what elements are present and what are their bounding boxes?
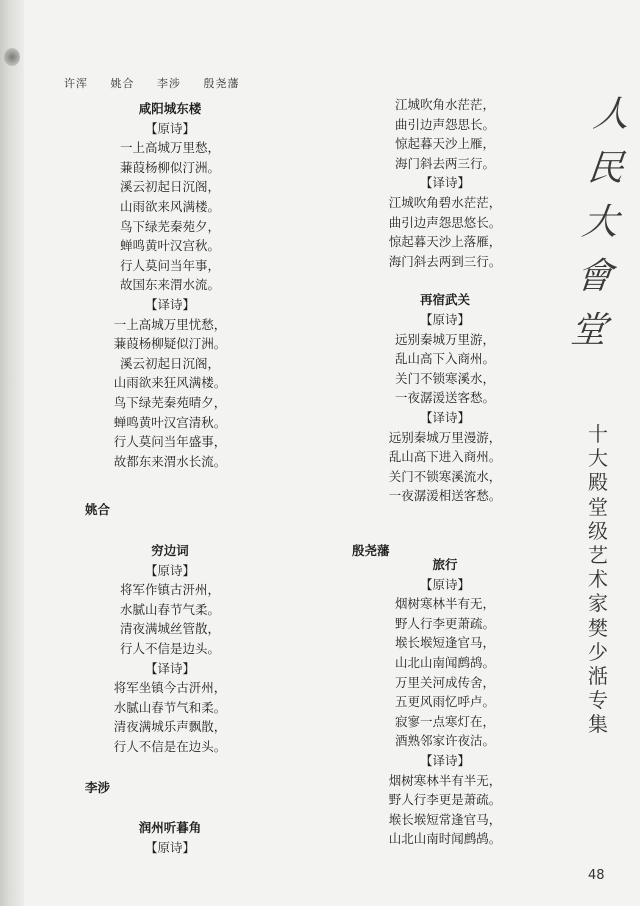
poem-line: 惊起暮天沙上雁， (394, 136, 495, 152)
poem-line: 将军坐镇今古汧州， (113, 680, 227, 696)
poem-line: 溪云初起日沉阁， (119, 179, 220, 195)
section-label: 【原诗】 (144, 120, 195, 136)
section-label: 【译诗】 (419, 175, 470, 191)
poem-line: 蒹葭杨柳似汀洲。 (119, 159, 220, 175)
subtitle-char: 殿 (588, 470, 608, 495)
poem-line: 关门不锁寒溪水， (394, 370, 495, 386)
section-label: 【原诗】 (144, 562, 195, 578)
subtitle-char: 大 (588, 446, 608, 471)
subtitle-char: 艺 (588, 543, 608, 568)
author-name: 殷尧藩 (352, 543, 390, 558)
poem-line: 将军作镇古汧州， (119, 582, 220, 598)
poem-line: 一夜潺湲送客愁。 (394, 390, 495, 406)
poem-line: 江城吹角碧水茫茫， (388, 194, 502, 210)
poem-lvxing (365, 555, 525, 849)
calligraphy-char: 民 (585, 148, 626, 189)
poem-line: 惊起暮天沙上落雁， (388, 234, 502, 250)
poem-line: 清夜满城丝管散， (119, 621, 220, 637)
poem-line: 山北山南闻鹧鸪。 (394, 654, 495, 670)
poem-line: 堠长堠短常逢官马， (388, 811, 502, 827)
poem-line: 堠长堠短逢官马， (394, 635, 495, 651)
subtitle-char: 术 (588, 567, 608, 592)
poem-title: 再宿武关 (419, 292, 470, 308)
poem-line: 鸟下绿芜秦苑晴夕， (113, 394, 227, 410)
side-subtitle (584, 422, 612, 737)
subtitle-char: 专 (588, 688, 608, 713)
poem-line: 万里关河成传舍， (394, 674, 495, 690)
poem-line: 故国东来渭水流。 (119, 277, 220, 293)
subtitle-char: 集 (588, 712, 608, 737)
poem-line: 野人行李更萧疏。 (394, 615, 495, 631)
poem-xianyang (90, 99, 250, 471)
subtitle-char: 级 (588, 518, 608, 543)
poem-line: 海门斜去两到三行。 (388, 253, 502, 269)
section-label: 【译诗】 (419, 752, 470, 768)
poem-line: 乱山高下进入商州。 (388, 449, 502, 465)
header-name: 李涉 (157, 77, 181, 90)
poem-line: 行人不信是在边头。 (113, 738, 227, 754)
poem-line: 乱山高下入商州。 (394, 351, 495, 367)
poem-line: 山雨欲来狂风满楼。 (113, 375, 227, 391)
poem-continuation (365, 95, 525, 506)
running-header (64, 75, 258, 91)
calligraphy-char: 人 (591, 94, 632, 135)
poem-line: 酒熟邻家许夜沽。 (394, 733, 495, 749)
poem-line: 曲引边声怨思长。 (394, 116, 495, 132)
poem-line: 行人莫问当年事， (119, 257, 220, 273)
binding-mark (4, 48, 20, 66)
calligraphy-char: 會 (574, 256, 615, 297)
side-calligraphy-title (564, 88, 636, 358)
header-name: 殷尧藩 (203, 77, 240, 90)
subtitle-char: 十 (588, 422, 608, 446)
poem-runzhou (90, 818, 250, 857)
section-label: 【译诗】 (419, 409, 470, 425)
poem-line: 海门斜去两三行。 (394, 155, 495, 171)
subtitle-char: 少 (588, 639, 608, 664)
author-name: 姚合 (85, 502, 111, 517)
poem-title: 旅行 (432, 557, 458, 572)
poem-line: 一夜潺湲相送客愁。 (388, 488, 502, 504)
header-name: 姚合 (110, 77, 135, 90)
subtitle-char: 樊 (588, 615, 608, 640)
poem-line: 蝉鸣黄叶汉宫秋。 (119, 238, 220, 254)
poem-line: 一上高城万里忧愁， (113, 316, 227, 332)
poem-line: 关门不锁寒溪流水， (388, 468, 502, 484)
spacer (365, 271, 525, 290)
subtitle-char: 湉 (588, 664, 608, 689)
calligraphy-char: 堂 (568, 310, 609, 351)
poem-line: 一上高城万里愁， (119, 140, 220, 156)
calligraphy-char: 大 (579, 202, 621, 243)
section-label: 【原诗】 (419, 311, 470, 327)
poem-line: 清夜满城乐声飘散， (113, 719, 227, 735)
section-label: 【原诗】 (144, 839, 195, 855)
poem-line: 行人不信是边头。 (119, 640, 220, 656)
page-edge-shadow (0, 0, 24, 906)
poem-line: 曲引边声怨思悠长。 (388, 214, 502, 230)
subtitle-char: 家 (588, 591, 608, 616)
poem-line: 水腻山春节气和柔。 (113, 699, 227, 715)
poem-line: 五更风雨忆呼卢。 (394, 694, 495, 710)
poem-line: 寂寥一点寒灯在， (394, 713, 495, 729)
poem-line: 野人行李更是萧疏。 (388, 792, 502, 808)
subtitle-char: 堂 (588, 494, 608, 519)
page-number: 48 (588, 868, 605, 883)
section-label: 【译诗】 (144, 660, 195, 676)
poem-line: 溪云初起日沉阁， (119, 355, 220, 371)
poem-line: 蝉鸣黄叶汉宫清秋。 (113, 414, 227, 430)
poem-line: 水腻山春节气柔。 (119, 601, 220, 617)
poem-line: 鸟下绿芜秦苑夕， (119, 218, 220, 234)
poem-line: 烟树寒林半有半无， (388, 772, 502, 788)
poem-line: 远别秦城万里漫游， (388, 429, 502, 445)
poem-line: 江城吹角水茫茫， (394, 97, 495, 112)
poem-line: 故都东来渭水长流。 (113, 453, 227, 469)
poem-line: 烟树寒林半有无， (394, 596, 495, 612)
poem-line: 蒹葭杨柳疑似汀洲。 (113, 336, 227, 352)
section-label: 【译诗】 (144, 296, 195, 312)
header-name: 许浑 (64, 77, 88, 90)
poem-title: 润州听暮角 (138, 820, 202, 835)
poem-title: 咸阳城东楼 (138, 101, 202, 116)
poem-line: 山雨欲来风满楼。 (119, 198, 220, 214)
poem-line: 山北山南时闻鹧鸪。 (388, 831, 502, 847)
poem-qiongbian (90, 541, 250, 757)
author-name: 李涉 (85, 780, 111, 795)
poem-title: 穷边词 (151, 543, 189, 558)
poem-line: 远别秦城万里游， (394, 331, 495, 347)
poem-line: 行人莫问当年盛事， (113, 434, 227, 450)
section-label: 【原诗】 (419, 576, 470, 592)
